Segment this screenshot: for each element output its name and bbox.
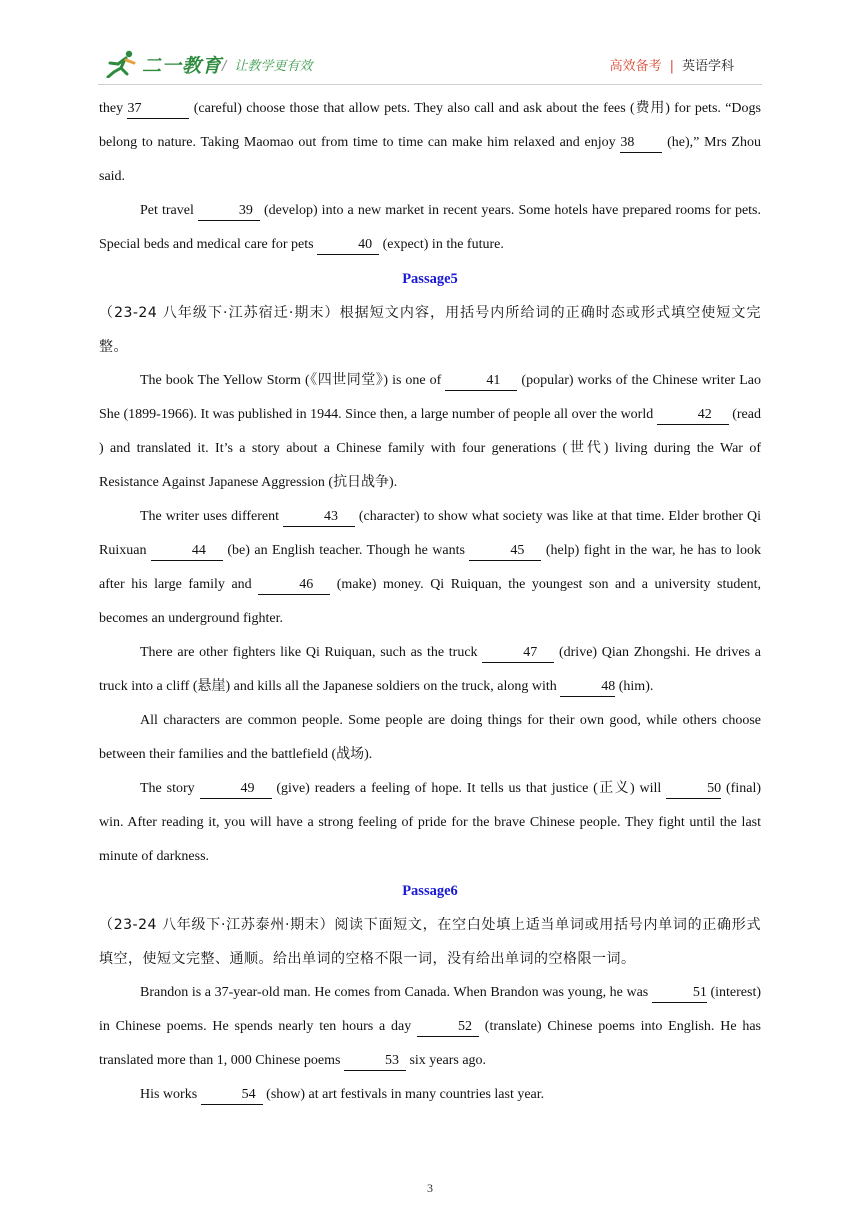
instruction-text: （23-24 八年级下·江苏宿迁·期末）根据短文内容，用括号内所给词的正确时态或形式填空使短文完整。 [99,305,761,355]
paragraph: There are other fighters like Qi Ruiquan, such as the truck 47 (drive) Qian Zhongshi. He drives a truck into a cliff (悬崖) and kills all the Japanese soldiers on the truck, along with 48 (him). [99,636,761,704]
brand-logo [104,49,222,79]
subject-label: 英语学科 [681,59,734,74]
passage-heading: Passage5 [402,271,458,287]
answer-blank-40: 40 [317,236,379,255]
answer-blank-38: 38 [620,134,662,153]
answer-blank-49: 49 [200,780,272,799]
answer-blank-51: 51 [652,984,707,1003]
paragraph: Pet travel 39 (develop) into a new market in recent years. Some hotels have prepared rooms for pets. Special beds and medical care for pets 40 (expect) in the future. [99,194,761,262]
paragraph: Brandon is a 37-year-old man. He comes from Canada. When Brandon was young, he was 51 (interest) in Chinese poems. He spends nearly ten hours a day 52 (translate) Chinese poems into English. He has translated more than 1, 000 Chinese poems 53 six years ago. [99,976,761,1078]
subject-tag [610,55,734,74]
document-body [99,92,761,1112]
answer-blank-53: 53 [344,1052,406,1071]
paragraph: The story 49 (give) readers a feeling of hope. It tells us that justice (正义) will 50 (final) win. After reading it, you will have a strong feeling of pride for the brave Chinese people. They fight until the last minute of darkness. [99,781,761,864]
answer-blank-43: 43 [283,508,355,527]
tag-separator: | [669,59,674,74]
paragraph: The book The Yellow Storm (《四世同堂》) is one of 41 (popular) works of the Chinese writer Lao She (1899-1966). It was published in 1944. Since then, a large number of people all over the world 42 (read ) and translated it. It’s a story about a Chinese family with four generations (世代) living during the War of Resistance Against Japanese Aggression (抗日战争). [99,373,762,490]
answer-blank-45: 45 [469,542,541,561]
paragraph: The writer uses different 43 (character) to show what society was like at that time. Elder brother Qi Ruixuan 44 (be) an English teacher. Though he wants 45 (help) fight in the war, he has to look after his large family and 46 (make) money. Qi Ruiquan, the youngest son and a university student, becomes an underground fighter. [99,509,761,626]
slogan-slash: / [222,59,227,74]
answer-blank-48: 48 [560,678,615,697]
page-header [0,0,860,90]
answer-blank-37: 37 [127,100,189,119]
logo-text: 二一教育 [142,54,223,77]
paragraph: they 37 (careful) choose those that allow pets. They also call and ask about the fees (费用) for pets. “Dogs belong to nature. Taking Maomao out from time to time can make him relaxed and enjoy 38 (he),” Mrs Zhou said. [99,101,761,184]
answer-blank-44: 44 [151,542,223,561]
paragraph: His works 54 (show) at art festivals in many countries last year. [99,1078,761,1112]
runner-logo-icon [104,50,140,78]
paragraph: All characters are common people. Some people are doing things for their own good, while others choose between their families and the battlefield (战场). [99,713,761,762]
answer-blank-46: 46 [258,576,330,595]
answer-blank-47: 47 [482,644,554,663]
instruction-text: （23-24 八年级下·江苏泰州·期末）阅读下面短文，在空白处填上适当单词或用括号内单词的正确形式填空，使短文完整、通顺。给出单词的空格不限一词，没有给出单词的空格限一词。 [99,917,761,967]
answer-blank-41: 41 [445,372,517,391]
answer-blank-54: 54 [201,1086,263,1105]
slogan-text: 让教学更有效 [234,59,313,74]
answer-blank-39: 39 [198,202,260,221]
header-divider [98,84,762,85]
passage-heading: Passage6 [402,883,458,899]
slogan [222,55,312,74]
answer-blank-42: 42 [657,406,729,425]
answer-blank-52: 52 [417,1018,479,1037]
page-number: 3 [427,1181,433,1195]
answer-blank-50: 50 [666,780,721,799]
exam-tag: 高效备考 [609,59,662,74]
